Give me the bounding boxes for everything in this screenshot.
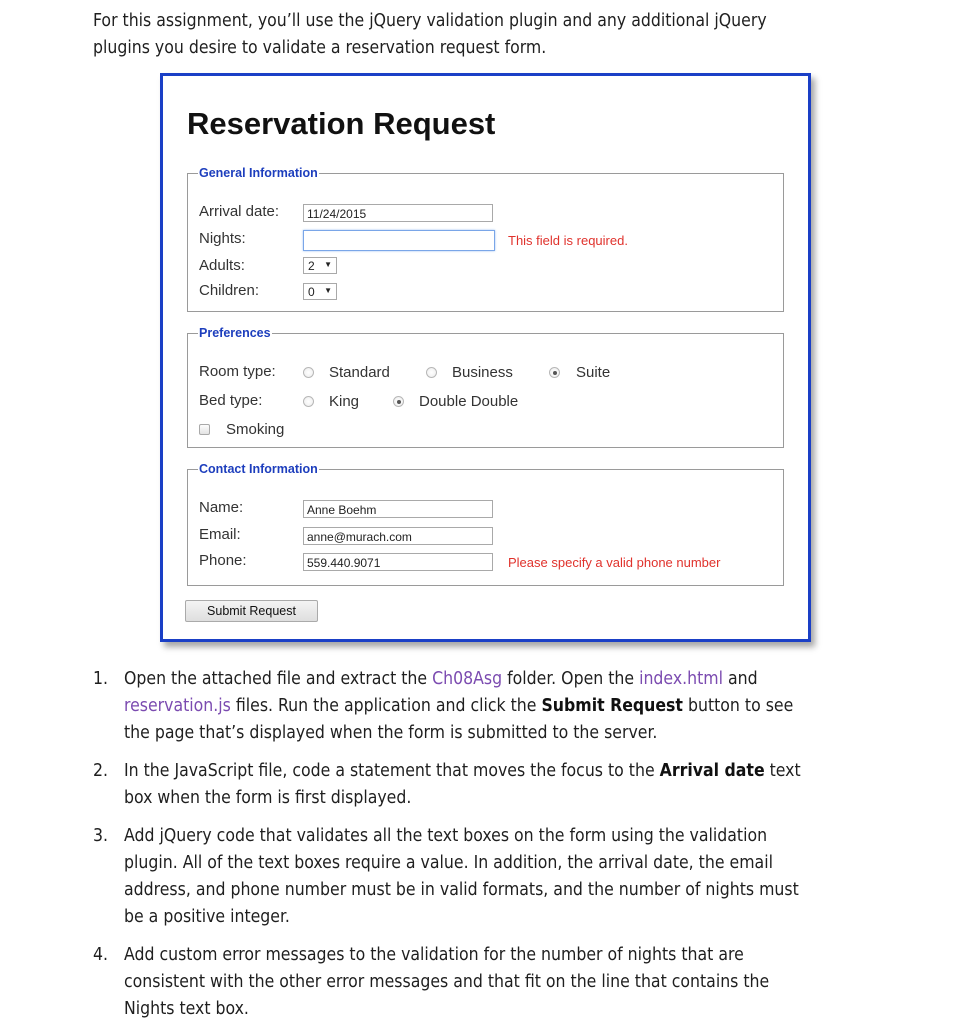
step-text: Add custom error messages to the validation for the number of nights that are consistent with the other error messages and that fit on the line that contains the Nights text box. (124, 945, 770, 1019)
step-text: In the JavaScript file, code a statement that moves the focus to the (124, 761, 660, 781)
preferences-legend: Preferences (199, 326, 271, 340)
chevron-down-icon: ▼ (324, 260, 332, 269)
room-business-radio[interactable] (426, 367, 437, 378)
room-type-label: Room type: (199, 363, 276, 380)
step-item (93, 666, 813, 747)
room-suite-label: Suite (576, 364, 611, 381)
contact-information-fieldset (187, 462, 784, 586)
step-number: 2. (93, 761, 109, 781)
adults-select-value: 2 (308, 259, 315, 273)
bed-king-radio[interactable] (303, 396, 314, 407)
bed-double-double-radio[interactable] (393, 396, 404, 407)
room-standard-radio[interactable] (303, 367, 314, 378)
arrival-date-label: Arrival date: (199, 203, 280, 220)
name-label: Name: (199, 499, 244, 516)
bed-double-double-label: Double Double (419, 393, 519, 410)
step-bold-text: Submit Request (541, 696, 683, 716)
name-input[interactable]: Anne Boehm (303, 500, 493, 518)
nights-error-message: This field is required. (508, 233, 628, 248)
step-number: 3. (93, 826, 109, 846)
nights-input[interactable] (303, 230, 495, 251)
adults-select[interactable] (303, 257, 337, 274)
nights-label: Nights: (199, 230, 246, 247)
intro-paragraph: For this assignment, you’ll use the jQuery validation plugin and any additional jQuery plugins you desire to validate a reservation request form. (93, 11, 767, 58)
smoking-checkbox[interactable] (199, 424, 210, 435)
step-item (93, 942, 813, 1023)
adults-label: Adults: (199, 257, 245, 274)
index-html-link[interactable]: index.html (639, 669, 723, 689)
chevron-down-icon: ▼ (324, 286, 332, 295)
email-input[interactable]: anne@murach.com (303, 527, 493, 545)
email-label: Email: (199, 526, 241, 543)
contact-information-legend: Contact Information (199, 462, 318, 476)
bed-type-label: Bed type: (199, 392, 263, 409)
ch08asg-link[interactable]: Ch08Asg (432, 669, 503, 689)
instruction-steps (93, 666, 813, 1034)
step-text: folder. Open the (502, 669, 640, 689)
step-bold-text: Arrival date (659, 761, 765, 781)
arrival-date-input[interactable]: 11/24/2015 (303, 204, 493, 222)
room-suite-radio[interactable] (549, 367, 560, 378)
step-text: text box when the form is first displayed. (124, 761, 801, 808)
phone-input[interactable]: 559.440.9071 (303, 553, 493, 571)
preferences-fieldset (187, 326, 784, 448)
children-select-value: 0 (308, 285, 315, 299)
room-business-label: Business (452, 364, 513, 381)
form-title: Reservation Request (187, 106, 496, 141)
step-text: Open the attached file and extract the (124, 669, 433, 689)
step-item (93, 823, 813, 931)
general-information-legend: General Information (199, 166, 318, 180)
children-select[interactable] (303, 283, 337, 300)
bed-king-label: King (329, 393, 360, 410)
room-standard-label: Standard (329, 364, 390, 381)
children-label: Children: (199, 282, 260, 299)
step-text: and (723, 669, 758, 689)
reservation-form-screenshot (160, 73, 811, 642)
step-text: Add jQuery code that validates all the text boxes on the form using the validation plugin. All of the text boxes require a value. In addition, the arrival date, the email address, and phone number must be in valid formats, and the number of nights must be a positive integer. (124, 826, 799, 927)
step-item (93, 758, 813, 812)
phone-error-message: Please specify a valid phone number (508, 555, 721, 570)
step-number: 4. (93, 945, 109, 965)
step-number: 1. (93, 669, 109, 689)
step-text: files. Run the application and click the (230, 696, 542, 716)
general-information-fieldset (187, 166, 784, 312)
step-text: button to see the page that’s displayed when the form is submitted to the server. (124, 696, 794, 743)
smoking-label: Smoking (226, 421, 285, 438)
phone-label: Phone: (199, 552, 247, 569)
submit-request-button[interactable]: Submit Request (185, 600, 318, 622)
reservation-js-link[interactable]: reservation.js (124, 696, 231, 716)
